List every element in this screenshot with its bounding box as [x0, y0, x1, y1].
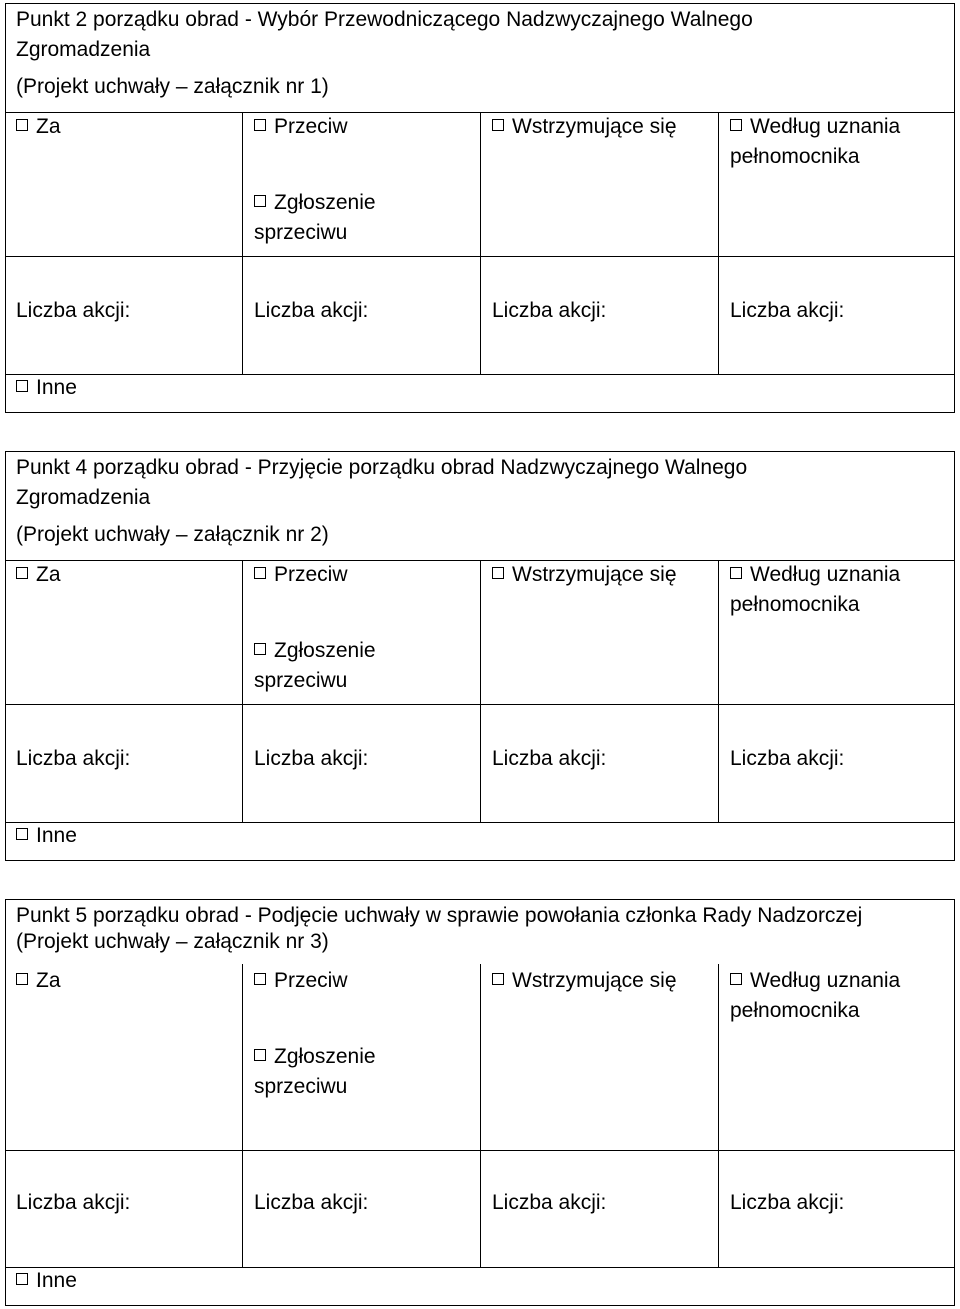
- checkbox-icon: [492, 119, 504, 131]
- vote-block-2: [5, 451, 955, 861]
- option-other[interactable]: Inne: [16, 821, 77, 851]
- option-objection[interactable]: Zgłoszenie: [254, 636, 376, 666]
- option-proxy-discretion-cont: pełnomocnika: [730, 145, 860, 168]
- checkbox-icon: [254, 119, 266, 131]
- option-proxy-discretion-cont: pełnomocnika: [730, 593, 860, 616]
- agenda-title-cont: Zgromadzenia: [16, 38, 151, 61]
- option-objection-cont: sprzeciwu: [254, 669, 348, 692]
- checkbox-icon: [730, 119, 742, 131]
- checkbox-icon: [492, 567, 504, 579]
- vote-block-3: [5, 899, 955, 1306]
- option-objection[interactable]: Zgłoszenie: [254, 188, 376, 218]
- option-against[interactable]: Przeciw: [254, 112, 348, 142]
- agenda-title: Punkt 5 porządku obrad - Podjęcie uchwały w sprawie powołania członka Rady Nadzorczej: [16, 904, 863, 927]
- option-for[interactable]: Za: [16, 966, 61, 996]
- share-count-label: Liczba akcji:: [492, 1191, 607, 1214]
- option-proxy-discretion-cont: pełnomocnika: [730, 999, 860, 1022]
- share-count-label: Liczba akcji:: [254, 299, 369, 322]
- checkbox-icon: [254, 643, 266, 655]
- option-proxy-discretion[interactable]: Według uznania: [730, 560, 900, 590]
- option-other[interactable]: Inne: [16, 373, 77, 403]
- checkbox-icon: [254, 1049, 266, 1061]
- option-against[interactable]: Przeciw: [254, 560, 348, 590]
- option-abstain[interactable]: Wstrzymujące się: [492, 560, 677, 590]
- checkbox-icon: [16, 380, 28, 392]
- option-objection-cont: sprzeciwu: [254, 1075, 348, 1098]
- checkbox-icon: [254, 195, 266, 207]
- option-other[interactable]: Inne: [16, 1266, 77, 1296]
- option-abstain[interactable]: Wstrzymujące się: [492, 112, 677, 142]
- option-abstain[interactable]: Wstrzymujące się: [492, 966, 677, 996]
- share-count-label: Liczba akcji:: [492, 299, 607, 322]
- agenda-title: Punkt 2 porządku obrad - Wybór Przewodniczącego Nadzwyczajnego Walnego: [16, 8, 753, 31]
- share-count-label: Liczba akcji:: [16, 299, 131, 322]
- resolution-ref: (Projekt uchwały – załącznik nr 1): [16, 75, 329, 98]
- block-header: [6, 900, 954, 962]
- checkbox-icon: [16, 973, 28, 985]
- checkbox-icon: [16, 567, 28, 579]
- option-proxy-discretion[interactable]: Według uznania: [730, 112, 900, 142]
- checkbox-icon: [16, 119, 28, 131]
- resolution-ref: (Projekt uchwały – załącznik nr 3): [16, 930, 329, 953]
- share-count-label: Liczba akcji:: [730, 747, 845, 770]
- checkbox-icon: [254, 973, 266, 985]
- option-objection-cont: sprzeciwu: [254, 221, 348, 244]
- agenda-title-cont: Zgromadzenia: [16, 486, 151, 509]
- resolution-ref: (Projekt uchwały – załącznik nr 2): [16, 523, 329, 546]
- checkbox-icon: [16, 1273, 28, 1285]
- share-count-label: Liczba akcji:: [16, 1191, 131, 1214]
- agenda-title: Punkt 4 porządku obrad - Przyjęcie porządku obrad Nadzwyczajnego Walnego: [16, 456, 748, 479]
- share-count-label: Liczba akcji:: [730, 299, 845, 322]
- option-against[interactable]: Przeciw: [254, 966, 348, 996]
- checkbox-icon: [730, 973, 742, 985]
- share-count-label: Liczba akcji:: [492, 747, 607, 770]
- block-header: [6, 452, 954, 561]
- vote-block-1: [5, 3, 955, 413]
- checkbox-icon: [492, 973, 504, 985]
- share-count-label: Liczba akcji:: [730, 1191, 845, 1214]
- option-objection[interactable]: Zgłoszenie: [254, 1042, 376, 1072]
- share-count-label: Liczba akcji:: [254, 1191, 369, 1214]
- checkbox-icon: [254, 567, 266, 579]
- option-for[interactable]: Za: [16, 112, 61, 142]
- checkbox-icon: [16, 828, 28, 840]
- block-header: [6, 4, 954, 113]
- share-count-label: Liczba akcji:: [254, 747, 369, 770]
- checkbox-icon: [730, 567, 742, 579]
- option-proxy-discretion[interactable]: Według uznania: [730, 966, 900, 996]
- share-count-label: Liczba akcji:: [16, 747, 131, 770]
- option-for[interactable]: Za: [16, 560, 61, 590]
